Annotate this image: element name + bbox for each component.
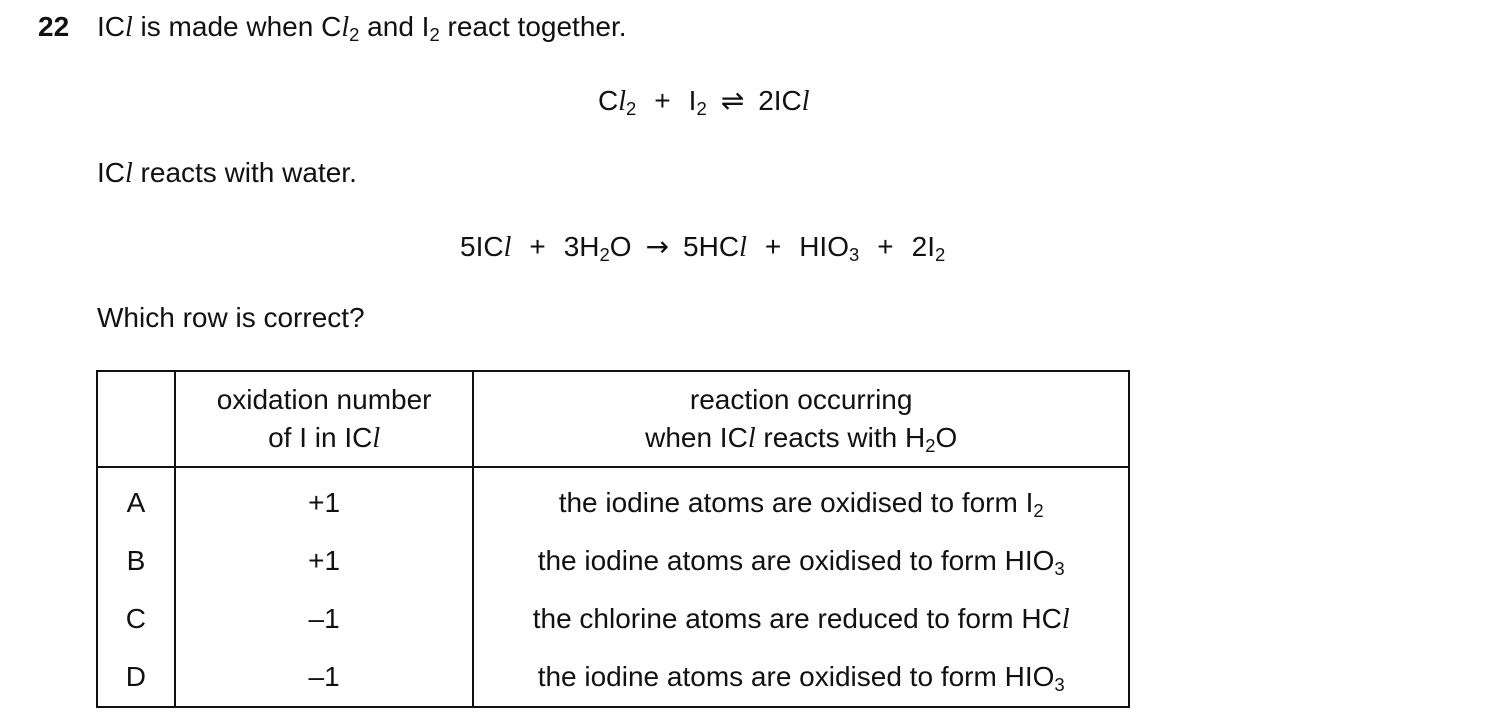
stem-text: IC <box>97 157 125 188</box>
formula-text: C <box>598 85 619 116</box>
reaction-italic-l: l <box>1061 603 1070 635</box>
formula-subscript: 2 <box>696 98 707 120</box>
formula-text: 2I <box>911 231 935 262</box>
product-icl <box>758 85 809 118</box>
oxidation-number-value: –1 <box>175 590 474 648</box>
reactant-cl2 <box>598 85 636 118</box>
term-5hcl <box>683 231 747 264</box>
table-header-row <box>97 371 1129 467</box>
option-letter[interactable]: D <box>97 648 175 707</box>
term-3h2o <box>563 231 632 266</box>
reaction-description <box>473 590 1129 648</box>
reaction-description <box>473 532 1129 590</box>
header-italic-l: l <box>747 422 756 454</box>
option-letter[interactable]: B <box>97 532 175 590</box>
formula-subscript: 2 <box>599 244 610 266</box>
header-line <box>176 419 473 458</box>
formula-italic-l: l <box>503 232 512 263</box>
header-line: reaction occurring <box>689 383 913 415</box>
answer-options-table <box>96 370 1130 708</box>
formula-italic-l: l <box>801 86 810 117</box>
header-empty-cell <box>97 371 175 467</box>
reaction-text: the iodine atoms are oxidised to form I <box>558 486 1034 518</box>
header-oxidation-number <box>175 371 474 467</box>
stem-text: IC <box>97 11 125 42</box>
reaction-text: the chlorine atoms are reduced to form HC <box>532 602 1062 634</box>
formula-text: O <box>609 231 632 262</box>
question-prompt: Which row is correct? <box>97 302 365 333</box>
stem-italic-l: l <box>341 12 350 43</box>
formula-text: I <box>688 85 697 116</box>
formula-subscript: 2 <box>626 98 637 120</box>
stem-subscript: 2 <box>429 24 440 46</box>
formula-text: HIO <box>799 231 849 262</box>
stem-italic-l: l <box>125 12 133 43</box>
plus-sign: + <box>529 231 546 262</box>
option-row-c[interactable] <box>97 590 1129 648</box>
term-5icl <box>460 231 511 264</box>
header-italic-l: l <box>372 422 381 454</box>
question-stem-line-1 <box>97 11 627 44</box>
question-stem-line-2 <box>97 157 357 190</box>
equilibrium-arrow-icon: ⇌ <box>720 84 745 117</box>
term-2i2 <box>911 231 946 266</box>
formula-subscript: 2 <box>934 244 946 266</box>
stem-text: react together. <box>439 11 627 42</box>
stem-text: is made when C <box>132 11 342 42</box>
oxidation-number-value: –1 <box>175 648 474 707</box>
reaction-subscript: 2 <box>1033 499 1044 521</box>
header-reaction-occurring <box>473 371 1129 467</box>
reactant-i2 <box>688 85 707 120</box>
formula-text: 5HC <box>683 231 740 262</box>
header-text: reacts with H <box>755 421 926 453</box>
option-letter[interactable]: A <box>97 467 175 532</box>
header-subscript: 2 <box>925 434 936 456</box>
header-line <box>474 419 1128 458</box>
stem-text: and I <box>359 11 430 42</box>
oxidation-number-value: +1 <box>175 467 474 532</box>
stem-text: reacts with water. <box>132 157 357 188</box>
formula-text: 5IC <box>460 231 504 262</box>
question-number: 22 <box>38 11 70 42</box>
reaction-description <box>473 648 1129 707</box>
stem-subscript: 2 <box>349 24 360 46</box>
reaction-subscript: 3 <box>1054 557 1065 579</box>
formula-italic-l: l <box>618 86 627 117</box>
option-row-b[interactable] <box>97 532 1129 590</box>
formula-italic-l: l <box>739 232 747 263</box>
oxidation-number-value: +1 <box>175 532 474 590</box>
option-row-d[interactable] <box>97 648 1129 707</box>
hydrolysis-equation <box>460 230 945 264</box>
header-line: oxidation number <box>216 383 432 415</box>
option-letter[interactable]: C <box>97 590 175 648</box>
plus-sign: + <box>654 85 671 116</box>
equilibrium-equation <box>598 84 810 118</box>
formula-subscript: 3 <box>848 244 860 266</box>
term-hio3 <box>799 231 860 266</box>
header-text: of I in IC <box>268 421 373 453</box>
plus-sign: + <box>764 231 782 262</box>
formula-text: 3H <box>563 231 600 262</box>
reaction-description <box>473 467 1129 532</box>
option-row-a[interactable] <box>97 467 1129 532</box>
reaction-text: the iodine atoms are oxidised to form HIO <box>537 544 1055 576</box>
formula-text: 2IC <box>758 85 802 116</box>
header-text: O <box>935 421 958 453</box>
stem-italic-l: l <box>125 158 133 189</box>
reaction-arrow-icon: → <box>645 230 670 263</box>
reaction-subscript: 3 <box>1054 673 1065 695</box>
reaction-text: the iodine atoms are oxidised to form HIO <box>537 660 1055 692</box>
header-text: when IC <box>645 421 748 453</box>
plus-sign: + <box>877 231 894 262</box>
